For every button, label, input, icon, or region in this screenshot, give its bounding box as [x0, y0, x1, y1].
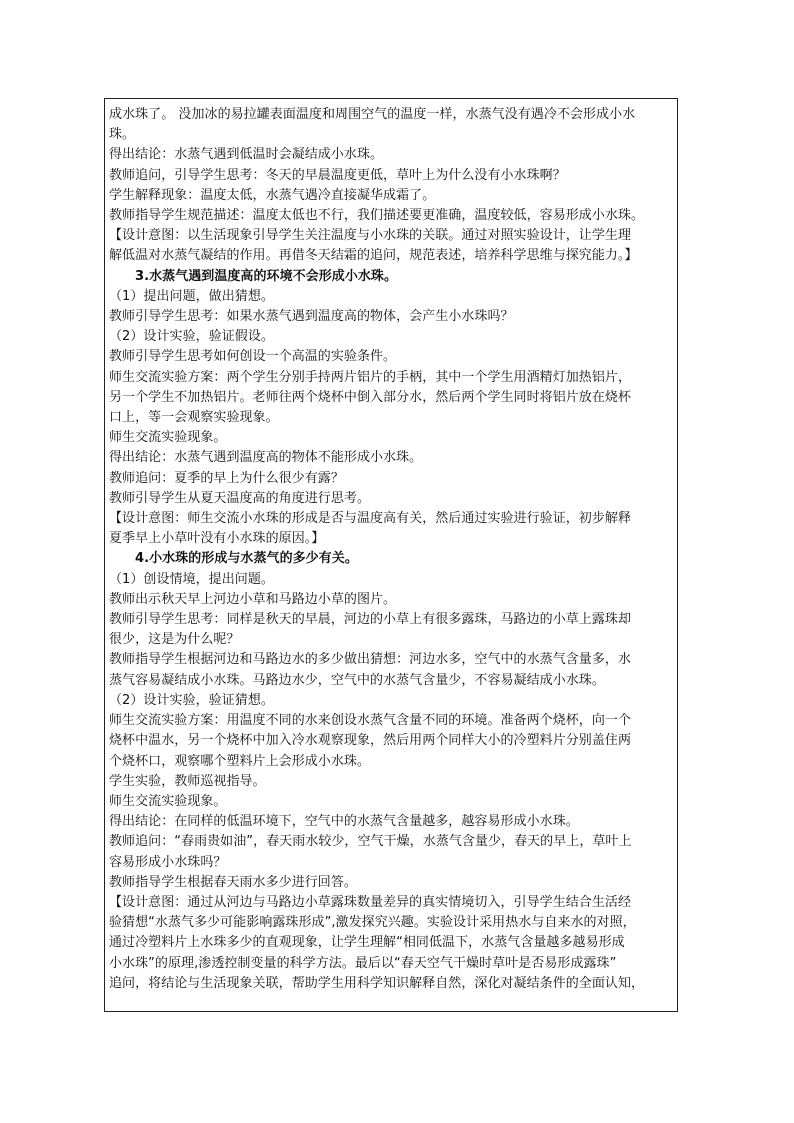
text-line: 教师追问，引导学生思考：冬天的早晨温度更低，草叶上为什么没有小水珠啊？ — [109, 167, 566, 183]
text-line: 烧杯中温水，另一个烧杯中加入冷水观察现象，然后用两个同样大小的冷塑料片分别盖住两 — [109, 733, 632, 749]
section-heading: 3.水蒸气遇到温度高的环境不会形成小水珠。 — [135, 268, 398, 284]
text-line: 珠。 — [109, 127, 136, 143]
text-line: 教师指导学生根据春天雨水多少进行回答。 — [109, 874, 357, 890]
table-cell — [104, 98, 678, 1012]
text-line: （1）提出问题，做出猜想。 — [109, 288, 274, 304]
text-line: 教师出示秋天早上河边小草和马路边小草的图片。 — [109, 591, 397, 607]
text-line: 很少，这是为什么呢？ — [109, 632, 240, 648]
text-line: （2）设计实验，验证猜想。 — [109, 692, 274, 708]
text-line: 教师引导学生思考如何创设一个高温的实验条件。 — [109, 349, 397, 365]
text-line: 【设计意图：通过从河边与马路边小草露珠数量差异的真实情境切入，引导学生结合生活经 — [109, 894, 632, 910]
text-line: 师生交流实验方案：两个学生分别手持两片铝片的手柄，其中一个学生用酒精灯加热铝片， — [109, 369, 632, 385]
text-line: 口上，等一会观察实验现象。 — [109, 410, 279, 426]
text-line: （1）创设情境，提出问题。 — [109, 571, 274, 587]
text-line: 学生实验，教师巡视指导。 — [109, 773, 266, 789]
text-line: 教师追问：“春雨贵如油”，春天雨水较少，空气干燥，水蒸气含量少，春天的早上，草叶上 — [109, 834, 632, 850]
text-line: 教师指导学生根据河边和马路边水的多少做出猜想：河边水多，空气中的水蒸气含量多，水 — [109, 652, 632, 668]
text-line: 【设计意图：师生交流小水珠的形成是否与温度高有关，然后通过实验进行验证，初步解释 — [109, 511, 632, 527]
text-line: 教师引导学生思考：同样是秋天的早晨，河边的小草上有很多露珠，马路边的小草上露珠却 — [109, 612, 632, 628]
text-line: 通过冷塑料片上水珠多少的直观现象，让学生理解“相同低温下，水蒸气含量越多越易形成 — [109, 935, 625, 951]
text-line: 学生解释现象：温度太低，水蒸气遇冷直接凝华成霜了。 — [109, 187, 436, 203]
text-line: 得出结论：水蒸气遇到温度高的物体不能形成小水珠。 — [109, 450, 423, 466]
text-line: 教师追问：夏季的早上为什么很少有露？ — [109, 470, 344, 486]
text-line: 教师引导学生思考：如果水蒸气遇到温度高的物体，会产生小水珠吗？ — [109, 309, 514, 325]
text-line: 成水珠了。 没加冰的易拉罐表面温度和周围空气的温度一样，水蒸气没有遇冷不会形成小水 — [109, 107, 636, 122]
text-line: 夏季早上小草叶没有小水珠的原因。】 — [109, 531, 325, 547]
text-line: 验猜想“水蒸气多少可能影响露珠形成”,激发探究兴趣。实验设计采用热水与自来水的对照， — [109, 915, 636, 931]
text-line: 小水珠”的原理,渗透控制变量的科学方法。最后以“春天空气干燥时草叶是否易形成露珠” — [109, 955, 617, 971]
text-line: （2）设计实验，验证假设。 — [109, 329, 274, 345]
text-line: 追问，将结论与生活现象关联，帮助学生用科学知识解释自然，深化对凝结条件的全面认知， — [109, 975, 645, 991]
text-line: 得出结论：水蒸气遇到低温时会凝结成小水珠。 — [109, 147, 384, 163]
text-line: 容易形成小水珠吗？ — [109, 854, 227, 870]
section-heading: 4.小水珠的形成与水蒸气的多少有关。 — [135, 551, 358, 567]
text-line: 师生交流实验方案：用温度不同的水来创设水蒸气含量不同的环境。准备两个烧杯，向一个 — [109, 713, 632, 729]
text-line: 教师指导学生规范描述：温度太低也不行，我们描述要更准确，温度较低，容易形成小水珠。 — [109, 208, 645, 224]
text-line: 另一个学生不加热铝片。老师往两个烧杯中倒入部分水，然后两个学生同时将铝片放在烧杯 — [109, 389, 632, 405]
text-line: 得出结论：在同样的低温环境下，空气中的水蒸气含量越多，越容易形成小水珠。 — [109, 814, 579, 830]
text-line: 蒸气容易凝结成小水珠。马路边水少，空气中的水蒸气含量少，不容易凝结成小水珠。 — [109, 672, 605, 688]
text-line: 教师引导学生从夏天温度高的角度进行思考。 — [109, 490, 371, 506]
text-line: 个烧杯口，观察哪个塑料片上会形成小水珠。 — [109, 753, 371, 769]
text-line: 解低温对水蒸气凝结的作用。再借冬天结霜的追问，规范表述，培养科学思维与探究能力。】 — [109, 248, 638, 264]
text-line: 师生交流实验现象。 — [109, 430, 227, 446]
text-line: 师生交流实验现象。 — [109, 793, 227, 809]
text-line: 【设计意图：以生活现象引导学生关注温度与小水珠的关联。通过对照实验设计，让学生理 — [109, 228, 632, 244]
